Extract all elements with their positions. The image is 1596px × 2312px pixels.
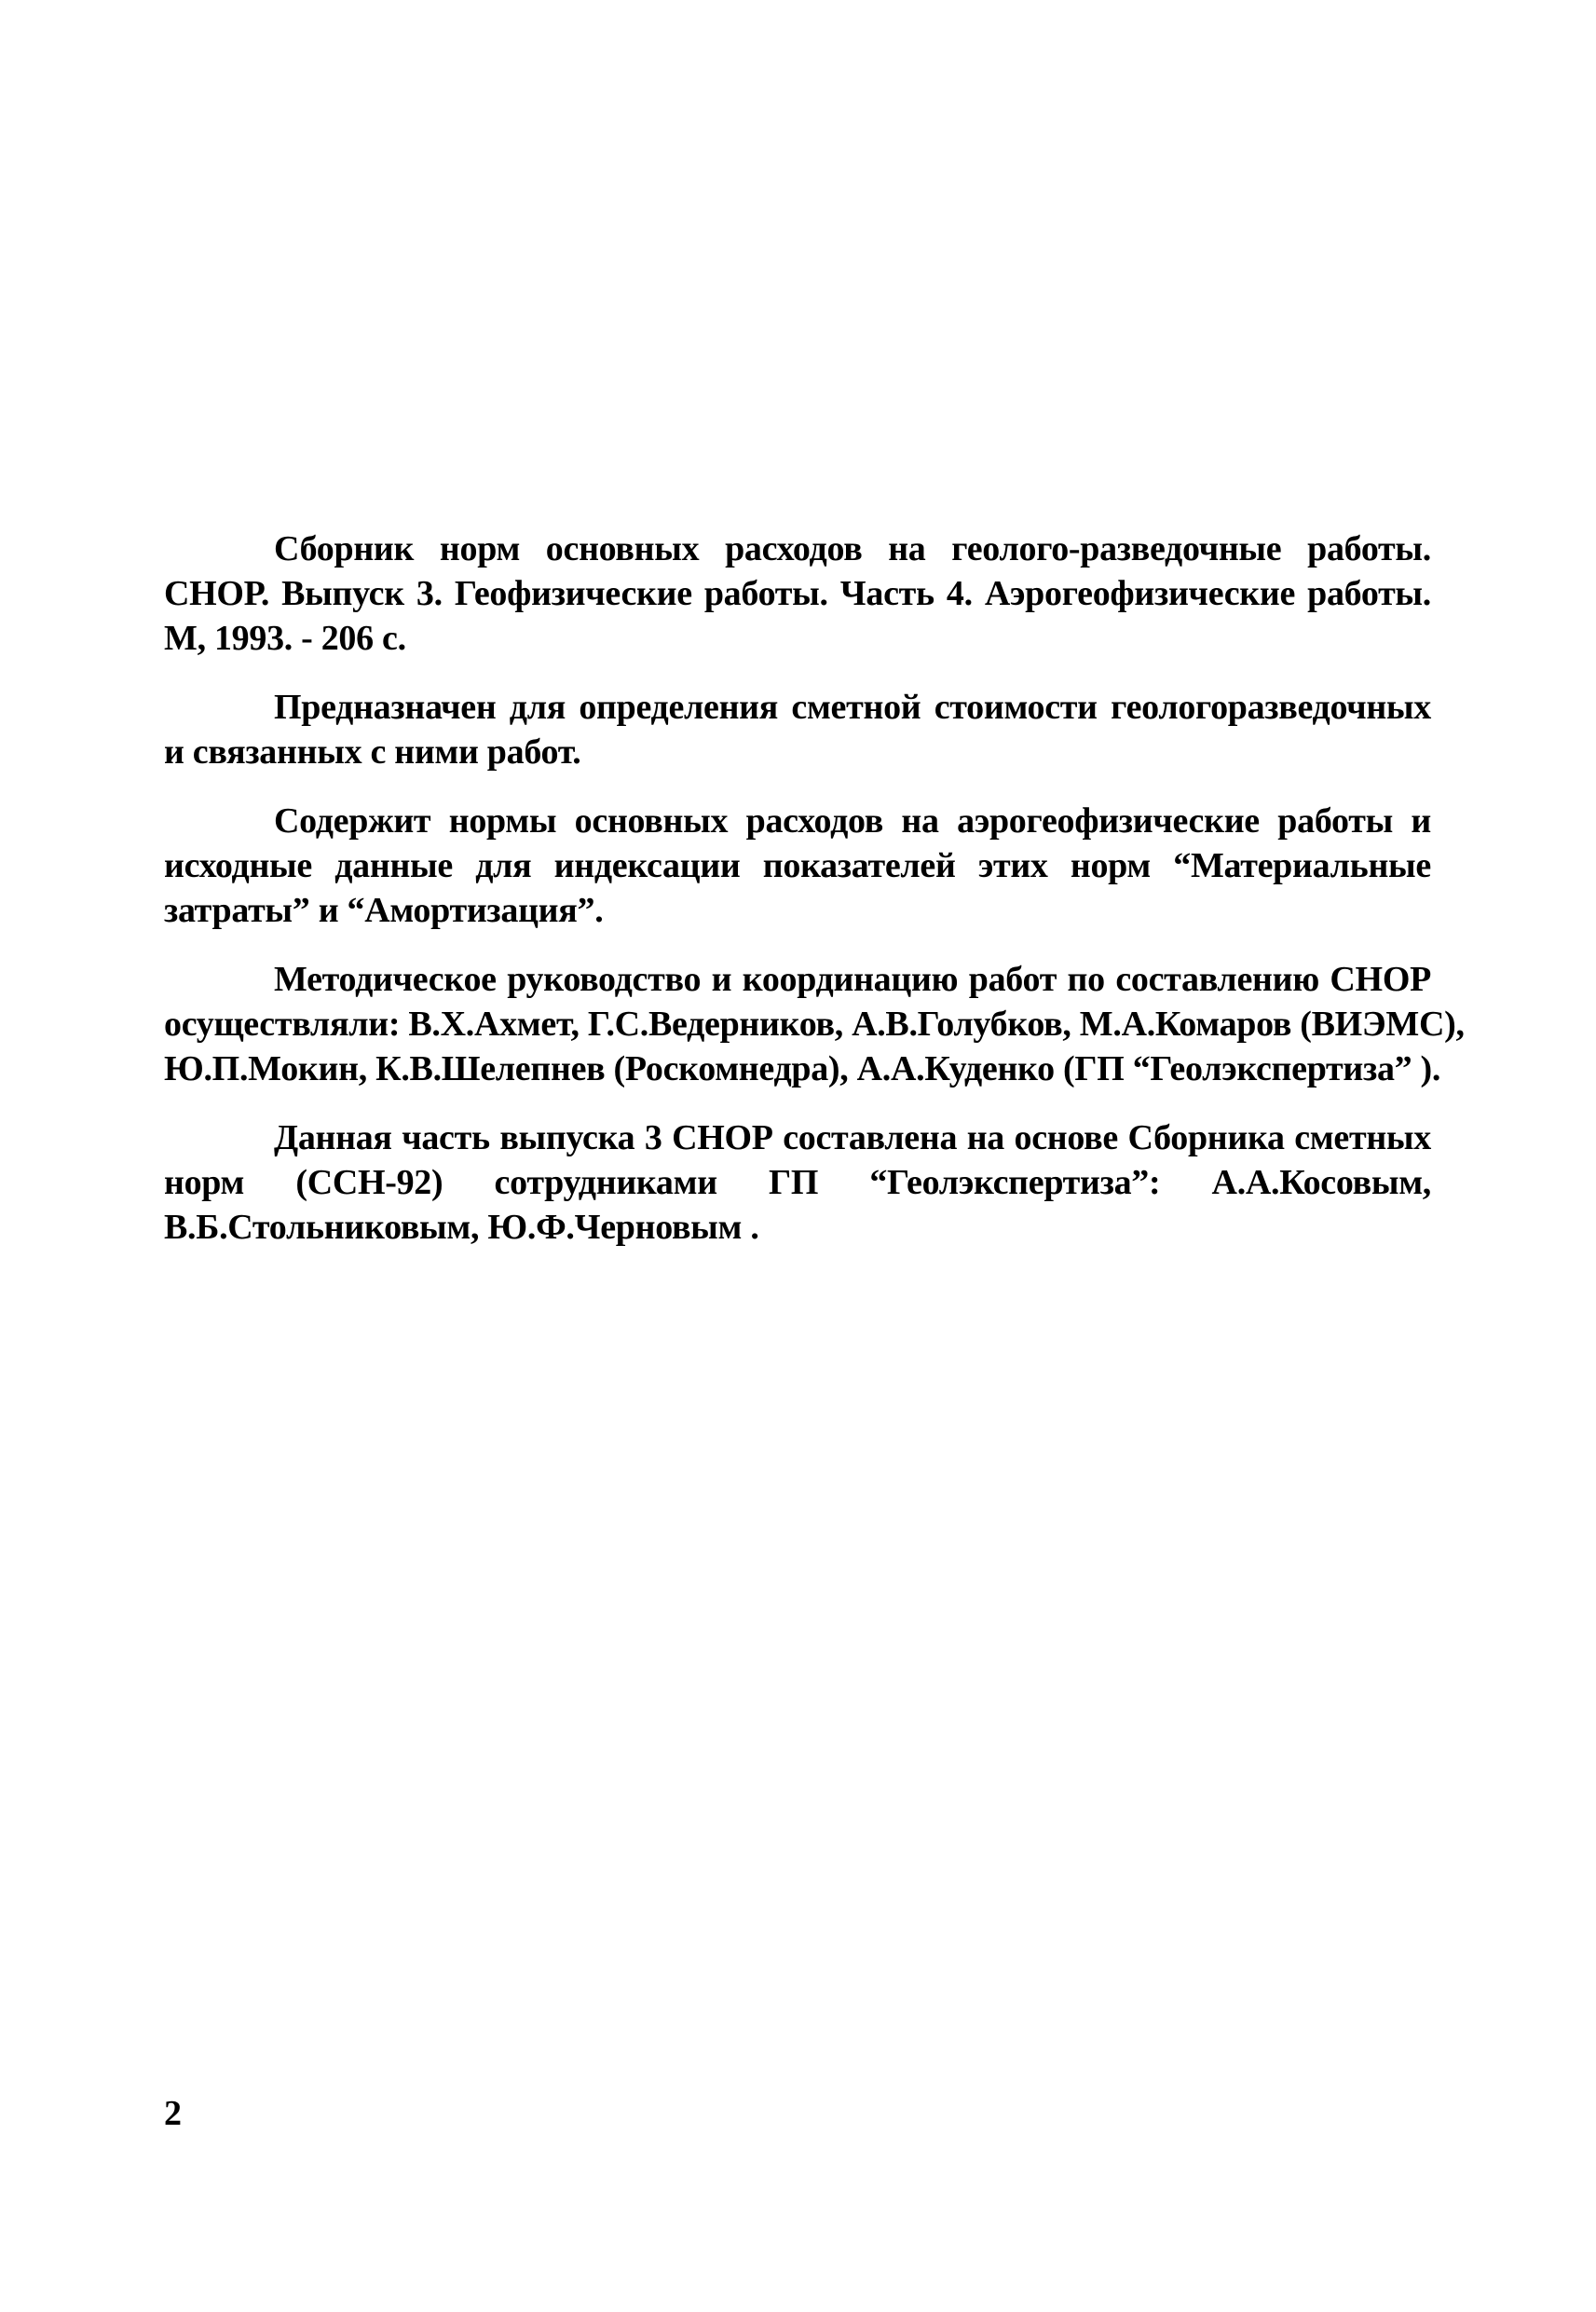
text-line: Данная часть выпуска 3 СНОР составлена на основе Сборника сметных — [274, 1118, 1431, 1157]
paragraph-bibliographic-entry — [164, 527, 1431, 661]
paragraph-authors — [164, 1115, 1431, 1250]
text-line: М, 1993. - 206 с. — [164, 619, 406, 658]
page-number: 2 — [164, 2094, 182, 2133]
text-line: Методическое руководство и координацию работ по составлению СНОР — [274, 960, 1431, 999]
paragraph-purpose — [164, 685, 1431, 774]
text-line: СНОР. Выпуск 3. Геофизические работы. Часть 4. Аэрогеофизические работы. — [164, 574, 1431, 613]
paragraph-coordination — [164, 957, 1465, 1091]
text-line: Предназначен для определения сметной стоимости геологоразведочных — [274, 688, 1431, 727]
text-line: В.Б.Стольниковым, Ю.Ф.Черновым . — [164, 1208, 759, 1247]
text-line: затраты” и “Амортизация”. — [164, 891, 604, 930]
text-line: и связанных с ними работ. — [164, 732, 581, 772]
text-line: Ю.П.Мокин, К.В.Шелепнев (Роскомнедра), А.А.Куденко (ГП “Геолэкспертиза” ). — [164, 1049, 1441, 1088]
text-line: Содержит нормы основных расходов на аэрогеофизические работы и — [274, 801, 1431, 841]
text-line: норм (ССН-92) сотрудниками ГП “Геолэкспертиза”: А.А.Косовым, — [164, 1163, 1431, 1202]
body-text — [164, 527, 1465, 1274]
text-line: осуществляли: В.Х.Ахмет, Г.С.Ведерников, А.В.Голубков, М.А.Комаров (ВИЭМС), — [164, 1005, 1465, 1044]
paragraph-contents — [164, 799, 1431, 933]
text-line: Сборник норм основных расходов на геолого-разведочные работы. — [274, 529, 1431, 568]
text-line: исходные данные для индексации показателей этих норм “Материальные — [164, 846, 1431, 885]
